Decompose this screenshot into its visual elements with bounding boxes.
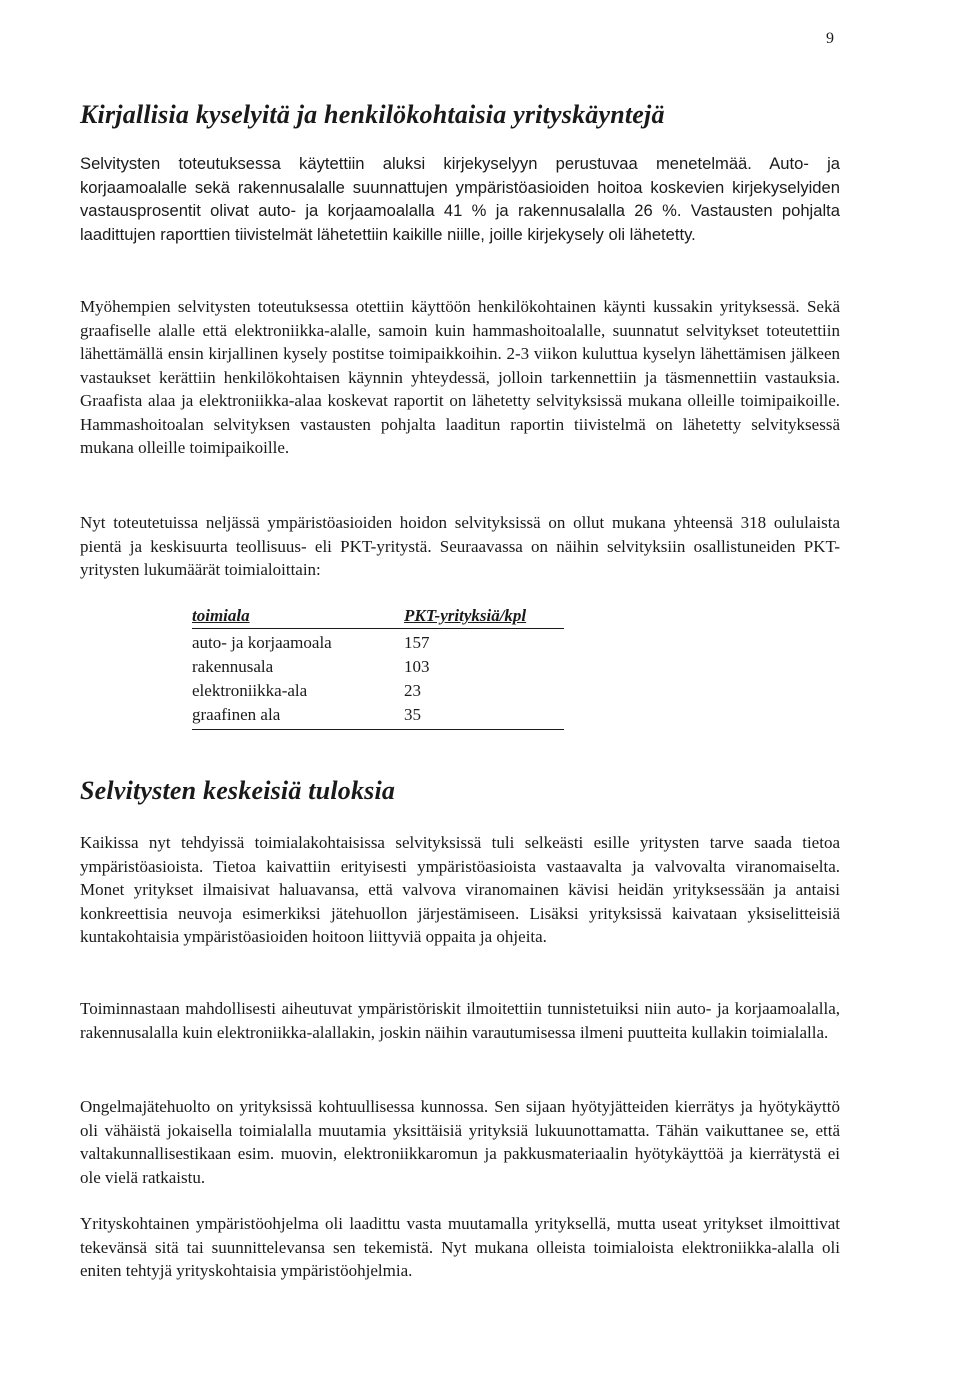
paragraph-personal-visits: Myöhempien selvitysten toteutuksessa otettiin käyttöön henkilökohtainen käynti kussakin yrityksessä. Sekä graafiselle alalle että elektroniikka-alalle, samoin kuin hammashoitoalalle, suunnatut selvitykset toteutettiin lähettämällä ensin kirjallinen kysely postitse toimipaikkoihin. 2-3 viikon kuluttua kyselyn lähettämisen jälkeen vastaukset kerättiin henkilökohtaisen käynnin yhteydessä, jolloin tarkennettiin ja täsmennettiin vastauksia. Graafista alaa ja elektroniikka-alaa koskevat raportit on lähetetty selvityksissä mukana olleille toimipaikoille. Hammashoitoalan selvityksen vastausten pohjalta laaditun raportin tiivistelmä on lähetetty selvityksessä mukana olleille toimipaikoille.: [80, 297, 840, 457]
paragraph-letter-surveys: Selvitysten toteutuksessa käytettiin aluksi kirjekyselyyn perustuvaa menetelmää. Auto- ja korjaamoalalle sekä rakennusalalle suunnattujen ympäristöasioiden hoitoa koskevien kirjekyselyiden vastausprosentit olivat auto- ja korjaamoalalla 41 % ja rakennusalalla 26 %. Vastausten pohjalta laadittujen raporttien tiivistelmät lähetettiin kaikille niille, joille kirjekysely oli lähetetty.: [80, 154, 840, 244]
table-cell-industry: graafinen ala: [192, 705, 281, 724]
table-cell-count: 23: [404, 681, 421, 700]
table-cell-industry: auto- ja korjaamoala: [192, 633, 332, 652]
table-header-count: PKT-yrityksiä/kpl: [404, 606, 527, 625]
table-cell-count: 103: [404, 657, 430, 676]
paragraph-participants: Nyt toteutetuissa neljässä ympäristöasioiden hoidon selvityksissä on ollut mukana yhteensä 318 oululaista pientä ja keskisuurta teollisuus- eli PKT-yritystä. Seuraavassa on näihin selvityksiin osallistuneiden PKT-yritysten lukumäärät toimialoittain:: [80, 513, 840, 579]
table-row: [192, 679, 564, 703]
paragraph-waste-management: Ongelmajätehuolto on yrityksissä kohtuullisessa kunnossa. Sen sijaan hyötyjätteiden kierrätys ja hyötykäyttö oli vähäistä jokaisella toimialalla muutamia yksittäisiä yrityksiä lukuunottamatta. Tähän vaikuttanee se, että valtakunnallisestikaan esim. muovin, elektroniikkaromun ja pakkusmateriaalin hyötykäyttöä ja kierrätystä ei ole vielä ratkaistu.: [80, 1097, 840, 1187]
paragraph-environmental-program: Yrityskohtainen ympäristöohjelma oli laadittu vasta muutamalla yrityksellä, mutta useat yritykset ilmoittivat tekevänsä sitä tai suunnittelevansa sen tekemistä. Nyt mukana olleista toimialoista elektroniikka-alalla oli eniten tehtyjä yrityskohtaisia ympäristöohjelmia.: [80, 1214, 840, 1280]
table-cell-industry: rakennusala: [192, 657, 274, 676]
section-heading-results: Selvitysten keskeisiä tuloksia: [80, 776, 396, 805]
section-heading-methods: Kirjallisia kyselyitä ja henkilökohtaisia yrityskäyntejä: [80, 100, 665, 129]
table-row: [192, 631, 564, 655]
industry-table: [192, 606, 564, 730]
table-header: [192, 606, 564, 629]
table-cell-industry: elektroniikka-ala: [192, 681, 308, 700]
page-number: 9: [826, 30, 834, 47]
table-row: [192, 655, 564, 679]
table-cell-count: 35: [404, 705, 421, 724]
table-bottom-rule: [192, 729, 564, 730]
table-body: [192, 629, 564, 727]
paragraph-environmental-risks: Toiminnastaan mahdollisesti aiheutuvat ympäristöriskit ilmoitettiin tunnistetuiksi niin auto- ja korjaamoalalla, rakennusalalla kuin elektroniikka-alallakin, joskin näihin varautumisessa ilmeni puutteita kullakin toimialalla.: [80, 999, 840, 1042]
paragraph-information-need: Kaikissa nyt tehdyissä toimialakohtaisissa selvityksissä tuli selkeästi esille yritysten tarve saada tietoa ympäristöasioista. Tietoa kaivattiin erityisesti ympäristöasioista vastaavalta ja valvovalta viranomaiselta. Monet yritykset ilmaisivat haluavansa, että valvova viranomainen kävisi heidän yrityksessään ja antaisi konkreettisia neuvoja esimerkiksi jätehuollon järjestämiseen. Lisäksi yrityksissä kaivataan yksiselitteisiä kuntakohtaisia ympäristöasioiden hoitoon liittyviä oppaita ja ohjeita.: [80, 833, 840, 946]
table-row: [192, 703, 564, 727]
table-header-industry: toimiala: [192, 606, 250, 625]
table-cell-count: 157: [404, 633, 430, 652]
